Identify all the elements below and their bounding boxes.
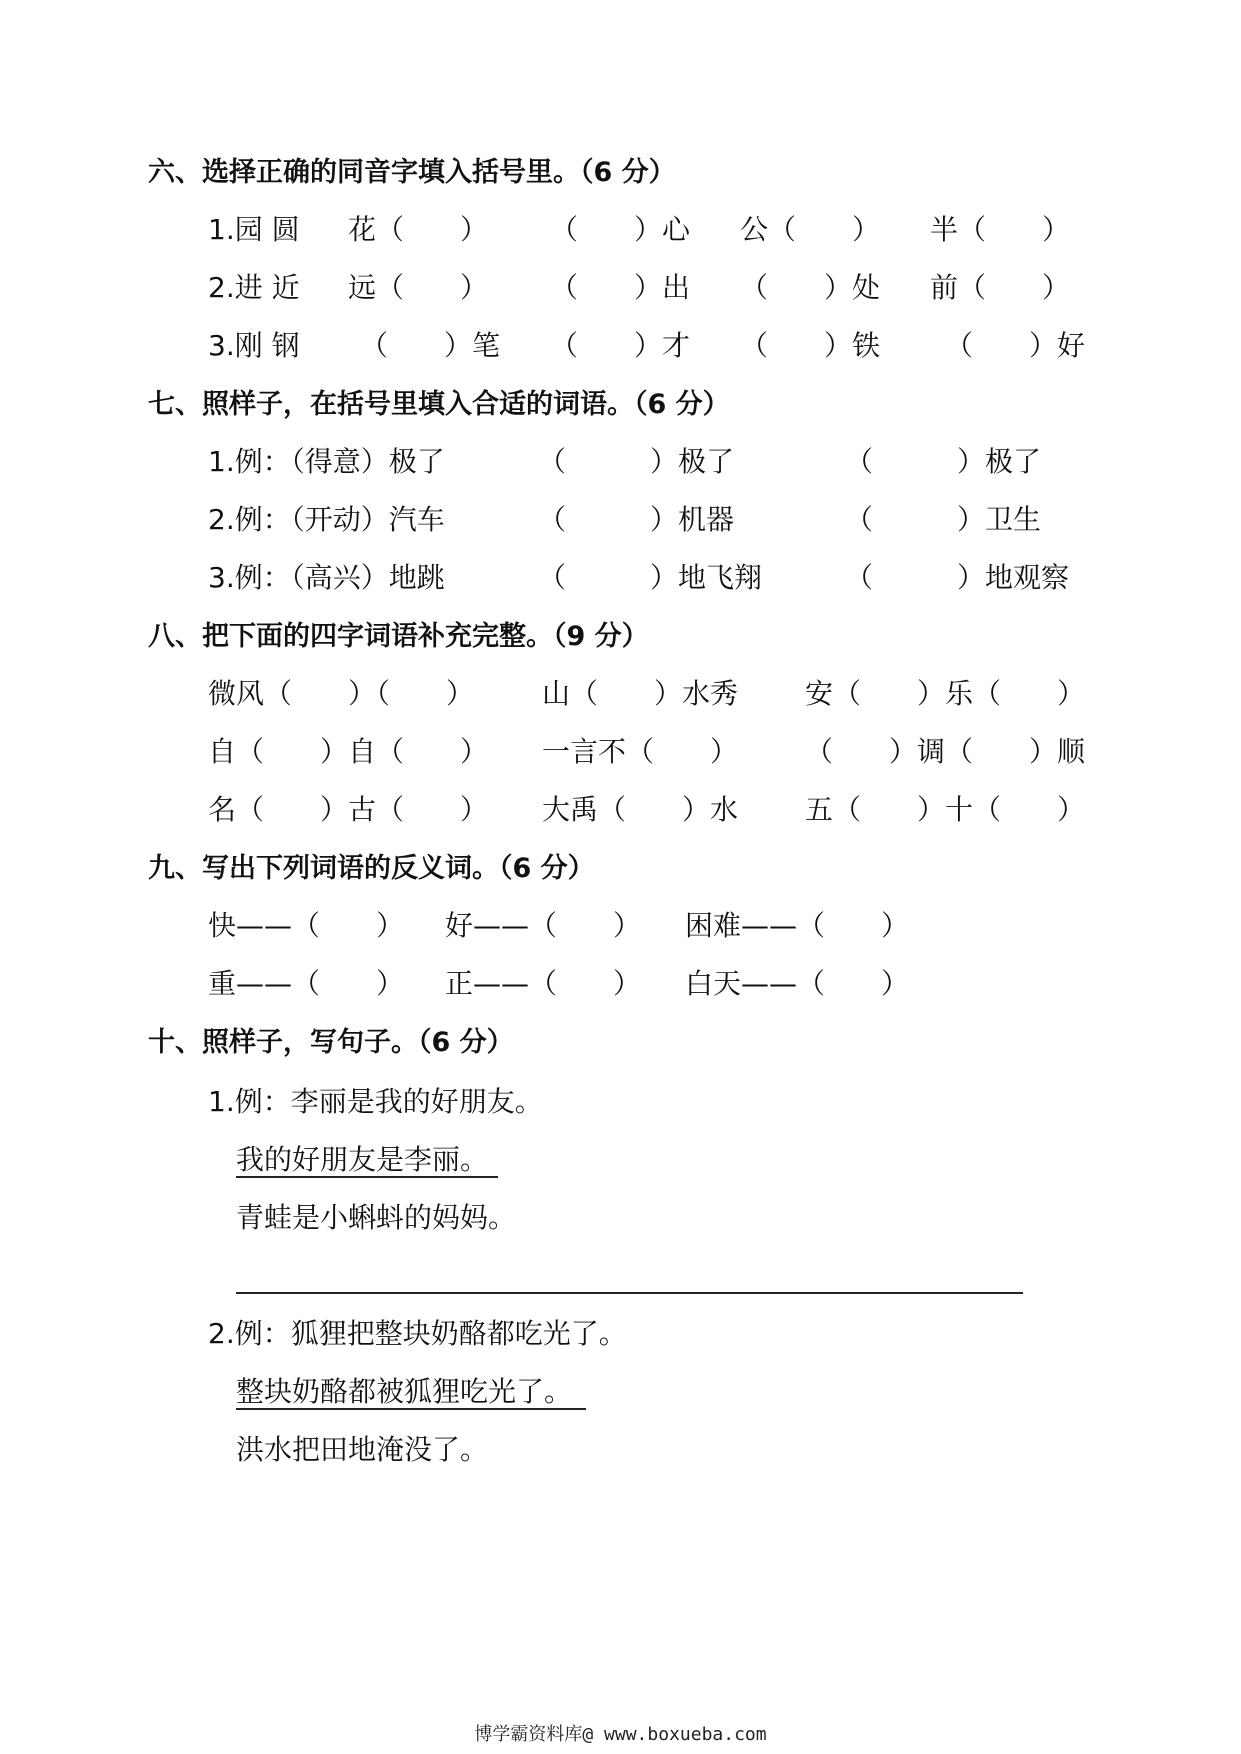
s9-r2-c2: 正——（ ） bbox=[445, 967, 642, 1000]
s10-example-1: 1.例：李丽是我的好朋友。 bbox=[208, 1085, 543, 1118]
s7-r3-c2: （ ）地飞翔 bbox=[538, 561, 763, 594]
s8-r2-c2: 一言不（ ） bbox=[542, 735, 739, 768]
s6-r3-c2: （ ）笔 bbox=[360, 329, 501, 362]
section-10-heading: 十、照样子，写句子。（6 分） bbox=[148, 1027, 514, 1058]
footer-watermark: 博学霸资料库@ www.boxueba.com bbox=[474, 1724, 767, 1745]
section-7-heading: 七、照样子，在括号里填入合适的词语。（6 分） bbox=[148, 389, 730, 420]
s7-r2-c1: 2.例：（开动）汽车 bbox=[208, 503, 445, 536]
section-6-heading: 六、选择正确的同音字填入括号里。（6 分） bbox=[148, 157, 676, 188]
s8-r3-c1: 名（ ）古（ ） bbox=[208, 793, 489, 826]
s10-example-2: 2.例：狐狸把整块奶酪都吃光了。 bbox=[208, 1317, 627, 1350]
s8-r3-c2: 大禹（ ）水 bbox=[542, 793, 739, 826]
s6-r2-c2: 远（ ） bbox=[348, 271, 489, 304]
s8-r3-c3: 五（ ）十（ ） bbox=[805, 793, 1086, 826]
section-9-heading: 九、写出下列词语的反义词。（6 分） bbox=[148, 853, 595, 884]
s10-task-2: 洪水把田地淹没了。 bbox=[236, 1433, 489, 1466]
s8-r1-c2: 山（ ）水秀 bbox=[542, 677, 739, 710]
s6-r2-c5: 前（ ） bbox=[930, 271, 1071, 304]
s9-r1-c1: 快——（ ） bbox=[208, 909, 405, 942]
s6-r3-c5: （ ）好 bbox=[945, 329, 1086, 362]
s6-r1-c2: 花（ ） bbox=[348, 213, 489, 246]
s6-r1-c5: 半（ ） bbox=[930, 213, 1071, 246]
s9-r2-c1: 重——（ ） bbox=[208, 967, 405, 1000]
s6-r1-c4: 公（ ） bbox=[740, 213, 881, 246]
s7-r3-c3: （ ）地观察 bbox=[845, 561, 1070, 594]
s6-r3-c3: （ ）才 bbox=[550, 329, 691, 362]
s7-r1-c3: （ ）极了 bbox=[845, 445, 1042, 478]
s9-r2-c3: 白天——（ ） bbox=[685, 967, 910, 1000]
s10-answer-1: 我的好朋友是李丽。 bbox=[236, 1143, 489, 1176]
s10-answer-2: 整块奶酪都被狐狸吃光了。 bbox=[236, 1375, 573, 1408]
s6-r3-c1: 3.刚 钢 bbox=[208, 329, 300, 362]
s9-r1-c3: 困难——（ ） bbox=[685, 909, 910, 942]
s6-r2-c3: （ ）出 bbox=[550, 271, 691, 304]
s6-r1-c3: （ ）心 bbox=[550, 213, 691, 246]
s8-r2-c1: 自（ ）自（ ） bbox=[208, 735, 489, 768]
s7-r2-c2: （ ）机器 bbox=[538, 503, 735, 536]
s8-r1-c1: 微风（ ）（ ） bbox=[208, 677, 475, 710]
s10-task-1: 青蛙是小蝌蚪的妈妈。 bbox=[236, 1201, 517, 1234]
s8-r2-c3: （ ）调（ ）顺 bbox=[805, 735, 1086, 768]
s7-r1-c2: （ ）极了 bbox=[538, 445, 735, 478]
s7-r3-c1: 3.例：（高兴）地跳 bbox=[208, 561, 445, 594]
s8-r1-c3: 安（ ）乐（ ） bbox=[805, 677, 1086, 710]
section-8-heading: 八、把下面的四字词语补充完整。（9 分） bbox=[148, 621, 649, 652]
s6-r2-c4: （ ）处 bbox=[740, 271, 881, 304]
s7-r2-c3: （ ）卫生 bbox=[845, 503, 1042, 536]
s9-r1-c2: 好——（ ） bbox=[445, 909, 642, 942]
s6-r1-c1: 1.园 圆 bbox=[208, 213, 300, 246]
s7-r1-c1: 1.例：（得意）极了 bbox=[208, 445, 445, 478]
s10-answer-1-underline bbox=[236, 1176, 498, 1178]
s10-answer-2-underline bbox=[236, 1408, 586, 1410]
s6-r2-c1: 2.进 近 bbox=[208, 271, 300, 304]
s10-task-1-answer-line bbox=[236, 1292, 1023, 1294]
s6-r3-c4: （ ）铁 bbox=[740, 329, 881, 362]
